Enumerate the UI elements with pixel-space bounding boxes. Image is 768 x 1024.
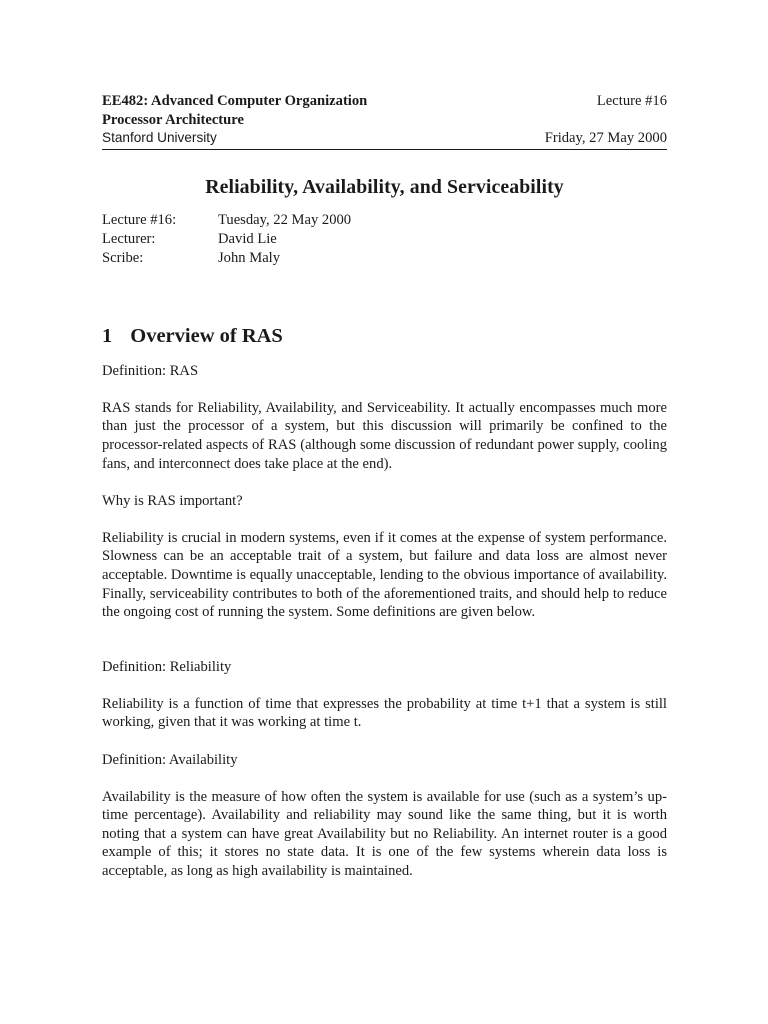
paragraph-reliability: Reliability is a function of time that expresses the probability at time t+1 that a system is still working, given that it was working at time t. [102, 695, 667, 731]
course-title: EE482: Advanced Computer Organization [102, 93, 368, 109]
meta-label: Scribe: [102, 249, 144, 266]
header-row-3 [102, 129, 667, 150]
section-number: 1 [102, 325, 113, 348]
paragraph-ras: RAS stands for Reliability, Availability, and Serviceability. It actually encompasses much more than just the processor of a system, but this discussion will primarily be confined to the processor-related aspects of RAS (although some discussion of redundant power supply, cooling fans, and interconnect does take place at the end). [102, 399, 667, 472]
document-page [102, 92, 667, 899]
question-why: Why is RAS important? [102, 492, 243, 509]
section-title: Overview of RAS [130, 325, 283, 348]
lecture-meta [102, 211, 667, 267]
section-heading [102, 327, 667, 346]
meta-label: Lecture #16: [102, 212, 177, 229]
lecture-tag: Lecture #16 [596, 93, 667, 109]
meta-value: Tuesday, 22 May 2000 [218, 212, 352, 229]
course-subtitle: Processor Architecture [102, 111, 244, 128]
university-name: Stanford University [102, 130, 217, 146]
paragraph-why: Reliability is crucial in modern systems, even if it comes at the expense of system performance. Slowness can be an acceptable trait of a system, but failure and data loss are almost never acceptable. Downtime is equally unacceptable, lending to the obvious importance of availability. Finally, serviceability contributes to both of the aforementioned traits, and should help to reduce the ongoing cost of running the system. Some definitions are given below. [102, 529, 667, 621]
definition-availability: Definition: Availability [102, 751, 238, 768]
header-date: Friday, 27 May 2000 [544, 130, 667, 147]
definition-ras: Definition: RAS [102, 362, 199, 379]
meta-value: David Lie [218, 230, 277, 247]
document-title: Reliability, Availability, and Serviceability [205, 175, 564, 198]
definition-reliability: Definition: Reliability [102, 658, 232, 675]
meta-label: Lecturer: [102, 230, 156, 247]
header-row-2 [102, 111, 667, 130]
paragraph-availability: Availability is the measure of how often the system is available for use (such as a system’s up-time percentage). Availability and reliability may sound like the same thing, but it is worth noting that a system can have great Availability but no Reliability. An internet router is a good example of this; it stores no state data. It is one of the few systems wherein data loss is acceptable, as long as high availability is maintained. [102, 788, 667, 880]
meta-value: John Maly [218, 249, 281, 266]
header-row-1 [102, 92, 667, 111]
